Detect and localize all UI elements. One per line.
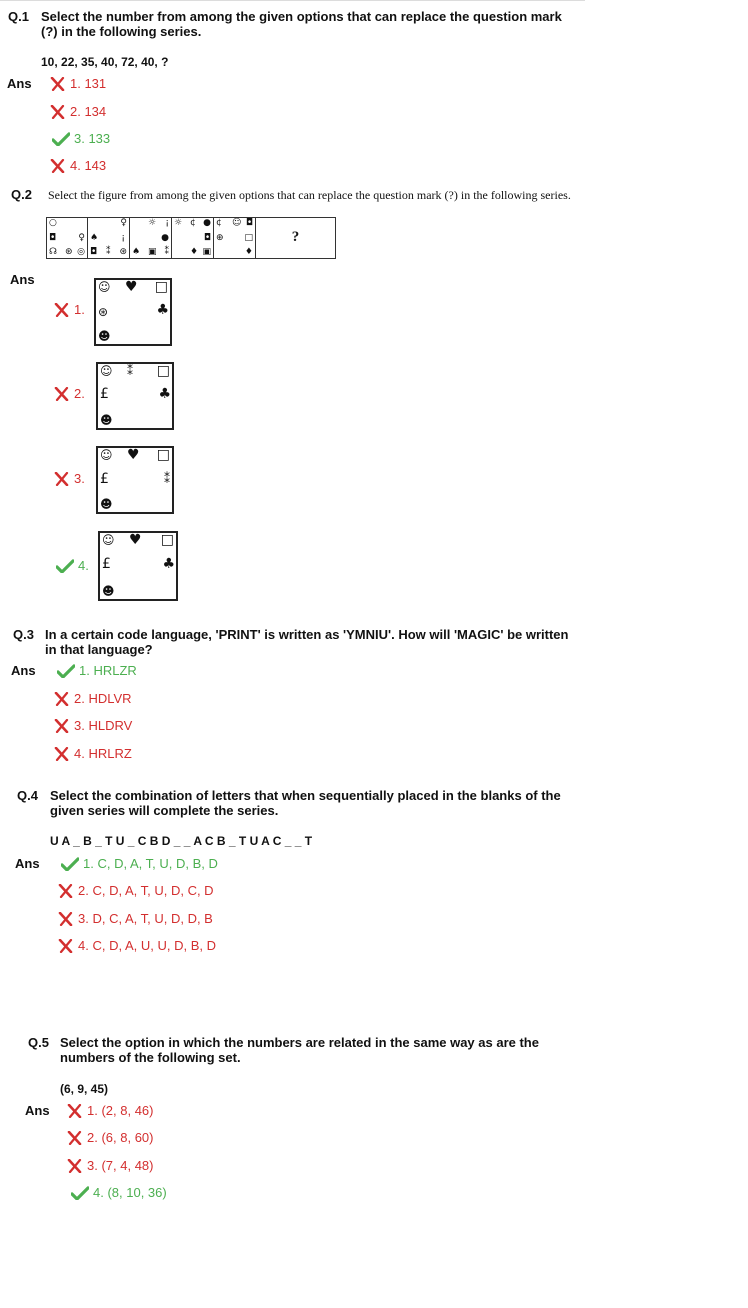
option-label: 1. [74, 302, 85, 317]
answer-option-correct [52, 131, 110, 146]
series-symbol: ○ [49, 218, 57, 228]
figure-symbol: ♥ [129, 532, 142, 548]
figure-symbol: ♥ [125, 279, 138, 295]
option-label: 4. C, D, A, U, U, D, B, D [78, 938, 216, 953]
figure-symbol: □ [156, 363, 170, 379]
option-label: 4. (8, 10, 36) [93, 1185, 167, 1200]
ans-label: Ans [7, 76, 32, 91]
cross-icon [58, 939, 74, 953]
series-symbol: ⊛ [119, 247, 127, 257]
checkmark-icon [71, 1186, 89, 1200]
series-symbol: ¢ [216, 218, 222, 228]
answer-option [58, 883, 214, 898]
cross-icon [54, 303, 70, 317]
ans-label: Ans [25, 1103, 50, 1118]
series-symbol: ◘ [90, 247, 98, 257]
series-symbol: ◘ [203, 233, 211, 243]
checkmark-icon [61, 857, 79, 871]
question-text: Select the figure from among the given options that can replace the question mark (?) in the following series. [48, 188, 571, 202]
question-text-line: numbers of the following set. [60, 1050, 241, 1065]
option-label: 4. HRLRZ [74, 746, 132, 761]
series-symbol: ♀ [120, 218, 127, 228]
answer-option-correct [56, 558, 89, 573]
checkmark-icon [56, 559, 74, 573]
option-label: 1. (2, 8, 46) [87, 1103, 154, 1118]
given-set: (6, 9, 45) [60, 1082, 109, 1096]
figure-symbol: ☻ [100, 497, 113, 511]
figure-symbol: ☻ [98, 329, 111, 343]
answer-option [67, 1103, 153, 1118]
cross-icon [50, 77, 66, 91]
given-series: 10, 22, 35, 40, 72, 40, ? [41, 55, 169, 69]
answer-option [54, 691, 132, 706]
option-label: 2. (6, 8, 60) [87, 1130, 154, 1145]
cross-icon [58, 884, 74, 898]
series-cell [47, 218, 88, 258]
series-symbol: ¡ [165, 218, 169, 228]
figure-symbol: ⊛ [98, 305, 109, 319]
cross-icon [54, 472, 70, 486]
figure-symbol: ☺ [100, 448, 113, 462]
given-series: U A _ B _ T U _ C B D _ _ A C B _ T U A C _ _ T [50, 834, 313, 848]
series-cell [88, 218, 130, 258]
option-figure [94, 278, 172, 346]
ans-label: Ans [15, 856, 40, 871]
series-symbol: ◘ [245, 218, 253, 228]
option-label: 4. 143 [70, 158, 107, 173]
option-figure [96, 446, 174, 514]
figure-symbol: £ [100, 386, 109, 402]
question-text-line: Select the combination of letters that when sequentially placed in the blanks of the [50, 788, 561, 803]
answer-option [58, 938, 216, 953]
answer-option [54, 386, 85, 401]
figure-series [46, 217, 336, 259]
series-symbol: ¢ [190, 218, 196, 228]
question-number: Q.2 [11, 187, 32, 202]
figure-symbol: ☻ [100, 413, 113, 427]
series-symbol: ● [161, 233, 169, 243]
question-mark: ? [291, 229, 300, 245]
series-symbol: ▣ [202, 247, 211, 257]
question-text-line: (?) in the following series. [41, 24, 202, 39]
answer-option [50, 158, 106, 173]
figure-symbol: ♣ [156, 302, 169, 318]
question-number: Q.3 [13, 627, 34, 642]
question-text-line: given series will complete the series. [50, 803, 279, 818]
figure-symbol: ☺ [98, 280, 111, 294]
series-symbol: ◘ [49, 233, 57, 243]
option-figure-correct [98, 531, 178, 601]
figure-symbol: ⁑ [127, 364, 133, 378]
question-number: Q.1 [8, 9, 29, 24]
answer-option [50, 76, 106, 91]
answer-option [54, 471, 85, 486]
option-label: 3. [74, 471, 85, 486]
question-text [60, 1035, 600, 1065]
series-symbol: ♠ [132, 247, 141, 257]
top-divider [0, 0, 585, 1]
option-label: 1. HRLZR [79, 663, 137, 678]
series-symbol: ⁑ [106, 247, 111, 257]
ans-label: Ans [10, 272, 35, 287]
question-text-line: in that language? [45, 642, 153, 657]
question-number: Q.4 [17, 788, 38, 803]
answer-option [54, 302, 85, 317]
question-text-line: Select the number from among the given options that can replace the question mark [41, 9, 562, 24]
figure-symbol: ♣ [158, 386, 171, 402]
checkmark-icon [52, 132, 70, 146]
question-text [45, 627, 585, 657]
figure-symbol: £ [102, 556, 111, 572]
cross-icon [54, 387, 70, 401]
series-symbol: ♀ [78, 233, 85, 243]
answer-option-correct [61, 856, 218, 871]
option-label: 3. (7, 4, 48) [87, 1158, 154, 1173]
cross-icon [67, 1131, 83, 1145]
option-label: 1. 131 [70, 76, 107, 91]
series-symbol: □ [244, 233, 253, 243]
question-text-line: In a certain code language, 'PRINT' is written as 'YMNIU'. How will 'MAGIC' be written [45, 627, 569, 642]
figure-symbol: ☺ [102, 533, 115, 547]
cross-icon [67, 1159, 83, 1173]
answer-option [58, 911, 213, 926]
series-cell-unknown [256, 218, 335, 258]
cross-icon [54, 719, 70, 733]
option-label: 3. HLDRV [74, 718, 133, 733]
answer-option [50, 104, 106, 119]
series-cell [214, 218, 256, 258]
series-symbol: ▣ [148, 247, 157, 257]
cross-icon [67, 1104, 83, 1118]
cross-icon [58, 912, 74, 926]
series-symbol: ☼ [174, 218, 183, 228]
figure-symbol: ⁑ [164, 472, 170, 486]
answer-option-correct [57, 663, 137, 678]
series-symbol: ◎ [77, 247, 85, 257]
checkmark-icon [57, 664, 75, 678]
series-symbol: ☊ [49, 247, 57, 257]
answer-option [67, 1130, 153, 1145]
cross-icon [50, 105, 66, 119]
option-label: 2. 134 [70, 104, 107, 119]
series-symbol: ● [203, 218, 211, 228]
option-label: 2. C, D, A, T, U, D, C, D [78, 883, 214, 898]
option-figure [96, 362, 174, 430]
option-label: 3. D, C, A, T, U, D, D, B [78, 911, 213, 926]
series-symbol: ☼ [148, 218, 157, 228]
cross-icon [54, 747, 70, 761]
option-label: 2. [74, 386, 85, 401]
question-text-line: Select the option in which the numbers are related in the same way as are the [60, 1035, 539, 1050]
series-symbol: ⊕ [216, 233, 224, 243]
series-symbol: ♦ [244, 247, 253, 257]
figure-symbol: □ [154, 279, 168, 295]
option-label: 4. [78, 558, 89, 573]
series-cell [130, 218, 172, 258]
series-symbol: ♠ [90, 233, 99, 243]
answer-option [54, 718, 132, 733]
option-label: 3. 133 [74, 131, 111, 146]
series-symbol: ¡ [121, 233, 125, 243]
series-symbol: ☺ [232, 218, 242, 228]
series-symbol: ⊛ [65, 247, 73, 257]
series-symbol: ⁑ [164, 247, 169, 257]
figure-symbol: ☺ [100, 364, 113, 378]
series-symbol: ♦ [190, 247, 199, 257]
figure-symbol: ☻ [102, 584, 115, 598]
answer-option [67, 1158, 153, 1173]
option-label: 1. C, D, A, T, U, D, B, D [83, 856, 218, 871]
answer-option [54, 746, 132, 761]
figure-symbol: £ [100, 471, 109, 487]
figure-symbol: ♣ [162, 556, 175, 572]
ans-label: Ans [11, 663, 36, 678]
cross-icon [50, 159, 66, 173]
figure-symbol: □ [160, 532, 174, 548]
answer-option-correct [71, 1185, 167, 1200]
figure-symbol: □ [156, 447, 170, 463]
question-text [41, 9, 581, 39]
series-cell [172, 218, 214, 258]
question-number: Q.5 [28, 1035, 49, 1050]
figure-symbol: ♥ [127, 447, 140, 463]
cross-icon [54, 692, 70, 706]
question-text [50, 788, 590, 818]
option-label: 2. HDLVR [74, 691, 132, 706]
